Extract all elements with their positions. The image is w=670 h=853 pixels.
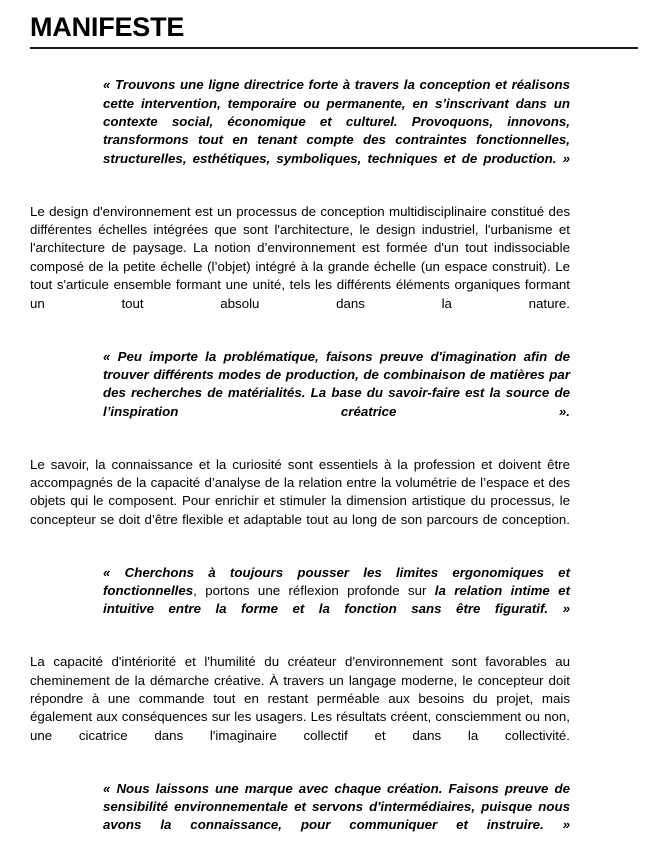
spacer <box>30 332 570 348</box>
spacer <box>30 49 570 76</box>
body-paragraph-2: Le savoir, la connaissance et la curiosité sont essentiels à la profession et doivent être accompagnés de la capacité d’analyse de la relation entre la volumétrie de l’espace et des objets qui le composent. Pour enrichir et stimuler la dimension artistique du processus, le concepteur se doit d’être flexible et adaptable tout au long de son parcours de conception. <box>30 456 570 527</box>
page-title: MANIFESTE <box>30 12 185 42</box>
quote-block-4: « Nous laissons une marque avec chaque création. Faisons preuve de sensibilité environnementale et servons d'intermédiaires, puisque nous avons la connaissance, pour communiquer et instruire. » <box>103 780 570 833</box>
quote-block-3 <box>103 564 570 638</box>
spacer <box>30 637 570 653</box>
document-body <box>0 49 670 853</box>
spacer <box>30 440 570 456</box>
quote-block-1: « Trouvons une ligne directrice forte à travers la conception et réalisons cette intervention, temporaire ou permanente, en s’inscrivant dans un contexte social, économique et culturel. Provoquons, innovons, transformons tout en tenant compte des contraintes fonctionnelles, structurelles, esthétiques, symboliques, techniques et de production. » <box>103 77 570 166</box>
quote-segment-plain: , portons une réflexion profonde sur <box>193 582 435 598</box>
body-paragraph-1: Le design d'environnement est un processus de conception multidisciplinaire constitué des différentes échelles intégrées que sont l'architecture, le design industriel, l'urbanisme et l'architecture de paysage. La notion d’environnement est formée d'un tout indissociable composé de la petite échelle (l’objet) intégré à la grande échelle (un espace construit). Le tout s'articule ensemble formant une unité, tels les différents éléments organiques formant un tout absolu dans la nature. <box>30 203 570 311</box>
quote-block-2: « Peu importe la problématique, faisons preuve d'imagination afin de trouver différents modes de production, de combinaison de matières par des recherches de matérialités. La base du savoir-faire est la source de l’inspiration créatrice ». <box>103 348 570 419</box>
quote-segment-bold: « Cherchons à toujours pousser les limites ergonomiques et fonctionnelles <box>103 564 570 598</box>
quote-segment-italic: la relation intime et intuitive entre la forme et la fonction sans être figuratif. » <box>103 582 570 617</box>
title-block <box>0 0 670 49</box>
spacer <box>30 764 570 780</box>
body-paragraph-3: La capacité d'intériorité et l'humilité du créateur d'environnement sont favorables au cheminement de la démarche créative. À travers un langage moderne, le concepteur doit répondre à une commande tout en restant perméable aux besoins du projet, mais également aux conséquences sur les usagers. Les résultats créent, consciemment ou non, une cicatrice dans l'imaginaire collectif et dans la collectivité. <box>30 654 570 743</box>
spacer <box>30 187 570 203</box>
spacer <box>30 548 570 564</box>
